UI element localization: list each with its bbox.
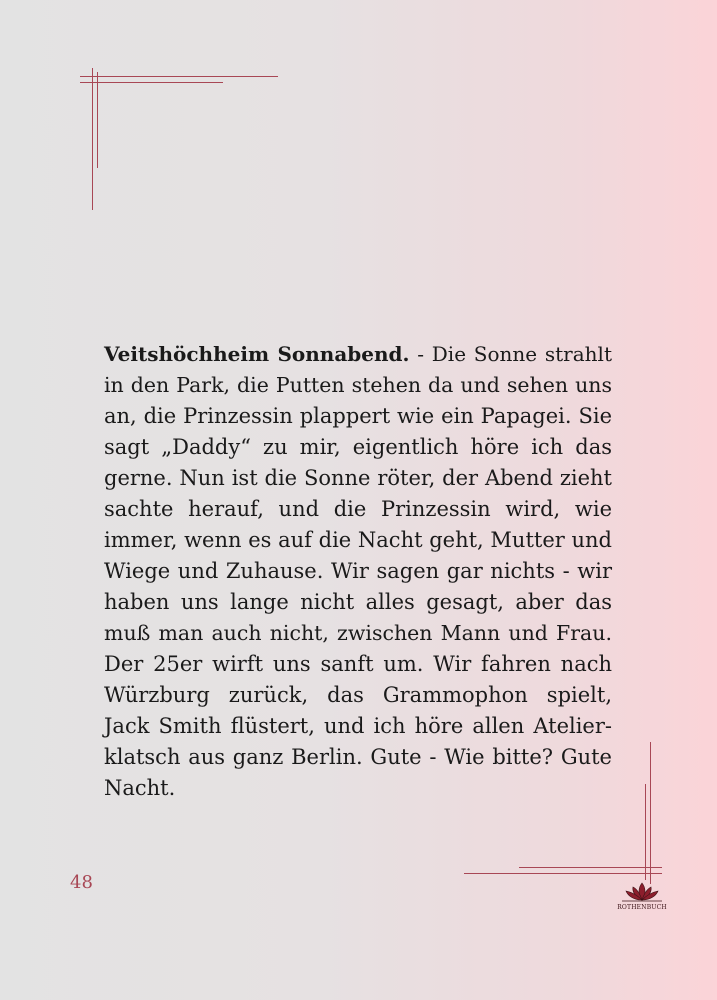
text-line (104, 339, 612, 370)
text-line: Würzburg zurück, das Grammophon spielt, (104, 683, 612, 707)
frame-line (650, 742, 651, 884)
text-line: Jack Smith flüstert, und ich höre allen Atelier- (104, 714, 612, 738)
text-line: gerne. Nun ist die Sonne röter, der Abend zieht (104, 466, 612, 490)
text-line: haben uns lange nicht alles gesagt, aber das (104, 590, 612, 614)
body-text (104, 339, 612, 804)
text-line: Der 25er wirft uns sanft um. Wir fahren nach (104, 652, 612, 676)
frame-line (464, 873, 662, 874)
frame-line (80, 76, 278, 77)
text-line: muß man auch nicht, zwischen Mann und Frau. (104, 621, 612, 645)
logo-text: ROTHENBUCH (617, 904, 667, 911)
text-line: klatsch aus ganz Berlin. Gute - Wie bitte? Gute (104, 745, 612, 769)
text-line-content: - Die Sonne strahlt (409, 342, 612, 366)
frame-line (97, 72, 98, 168)
text-line: in den Park, die Putten stehen da und sehen uns (104, 373, 612, 397)
frame-line (80, 82, 223, 83)
lotus-icon (612, 880, 672, 904)
text-line: Wiege und Zuhause. Wir sagen gar nichts - wir (104, 559, 612, 583)
page-number: 48 (70, 872, 93, 893)
text-line: sagt „Daddy“ zu mir, eigentlich höre ich das (104, 435, 612, 459)
section-heading: Veitshöchheim Sonnabend. (104, 342, 410, 366)
text-line: sachte herauf, und die Prinzessin wird, wie (104, 497, 612, 521)
frame-line (645, 784, 646, 880)
text-line: an, die Prinzessin plappert wie ein Papagei. Sie (104, 404, 612, 428)
frame-line (519, 867, 662, 868)
text-line: immer, wenn es auf die Nacht geht, Mutter und (104, 528, 612, 552)
text-line: Nacht. (104, 776, 176, 800)
publisher-logo (612, 880, 672, 914)
frame-line (92, 68, 93, 210)
